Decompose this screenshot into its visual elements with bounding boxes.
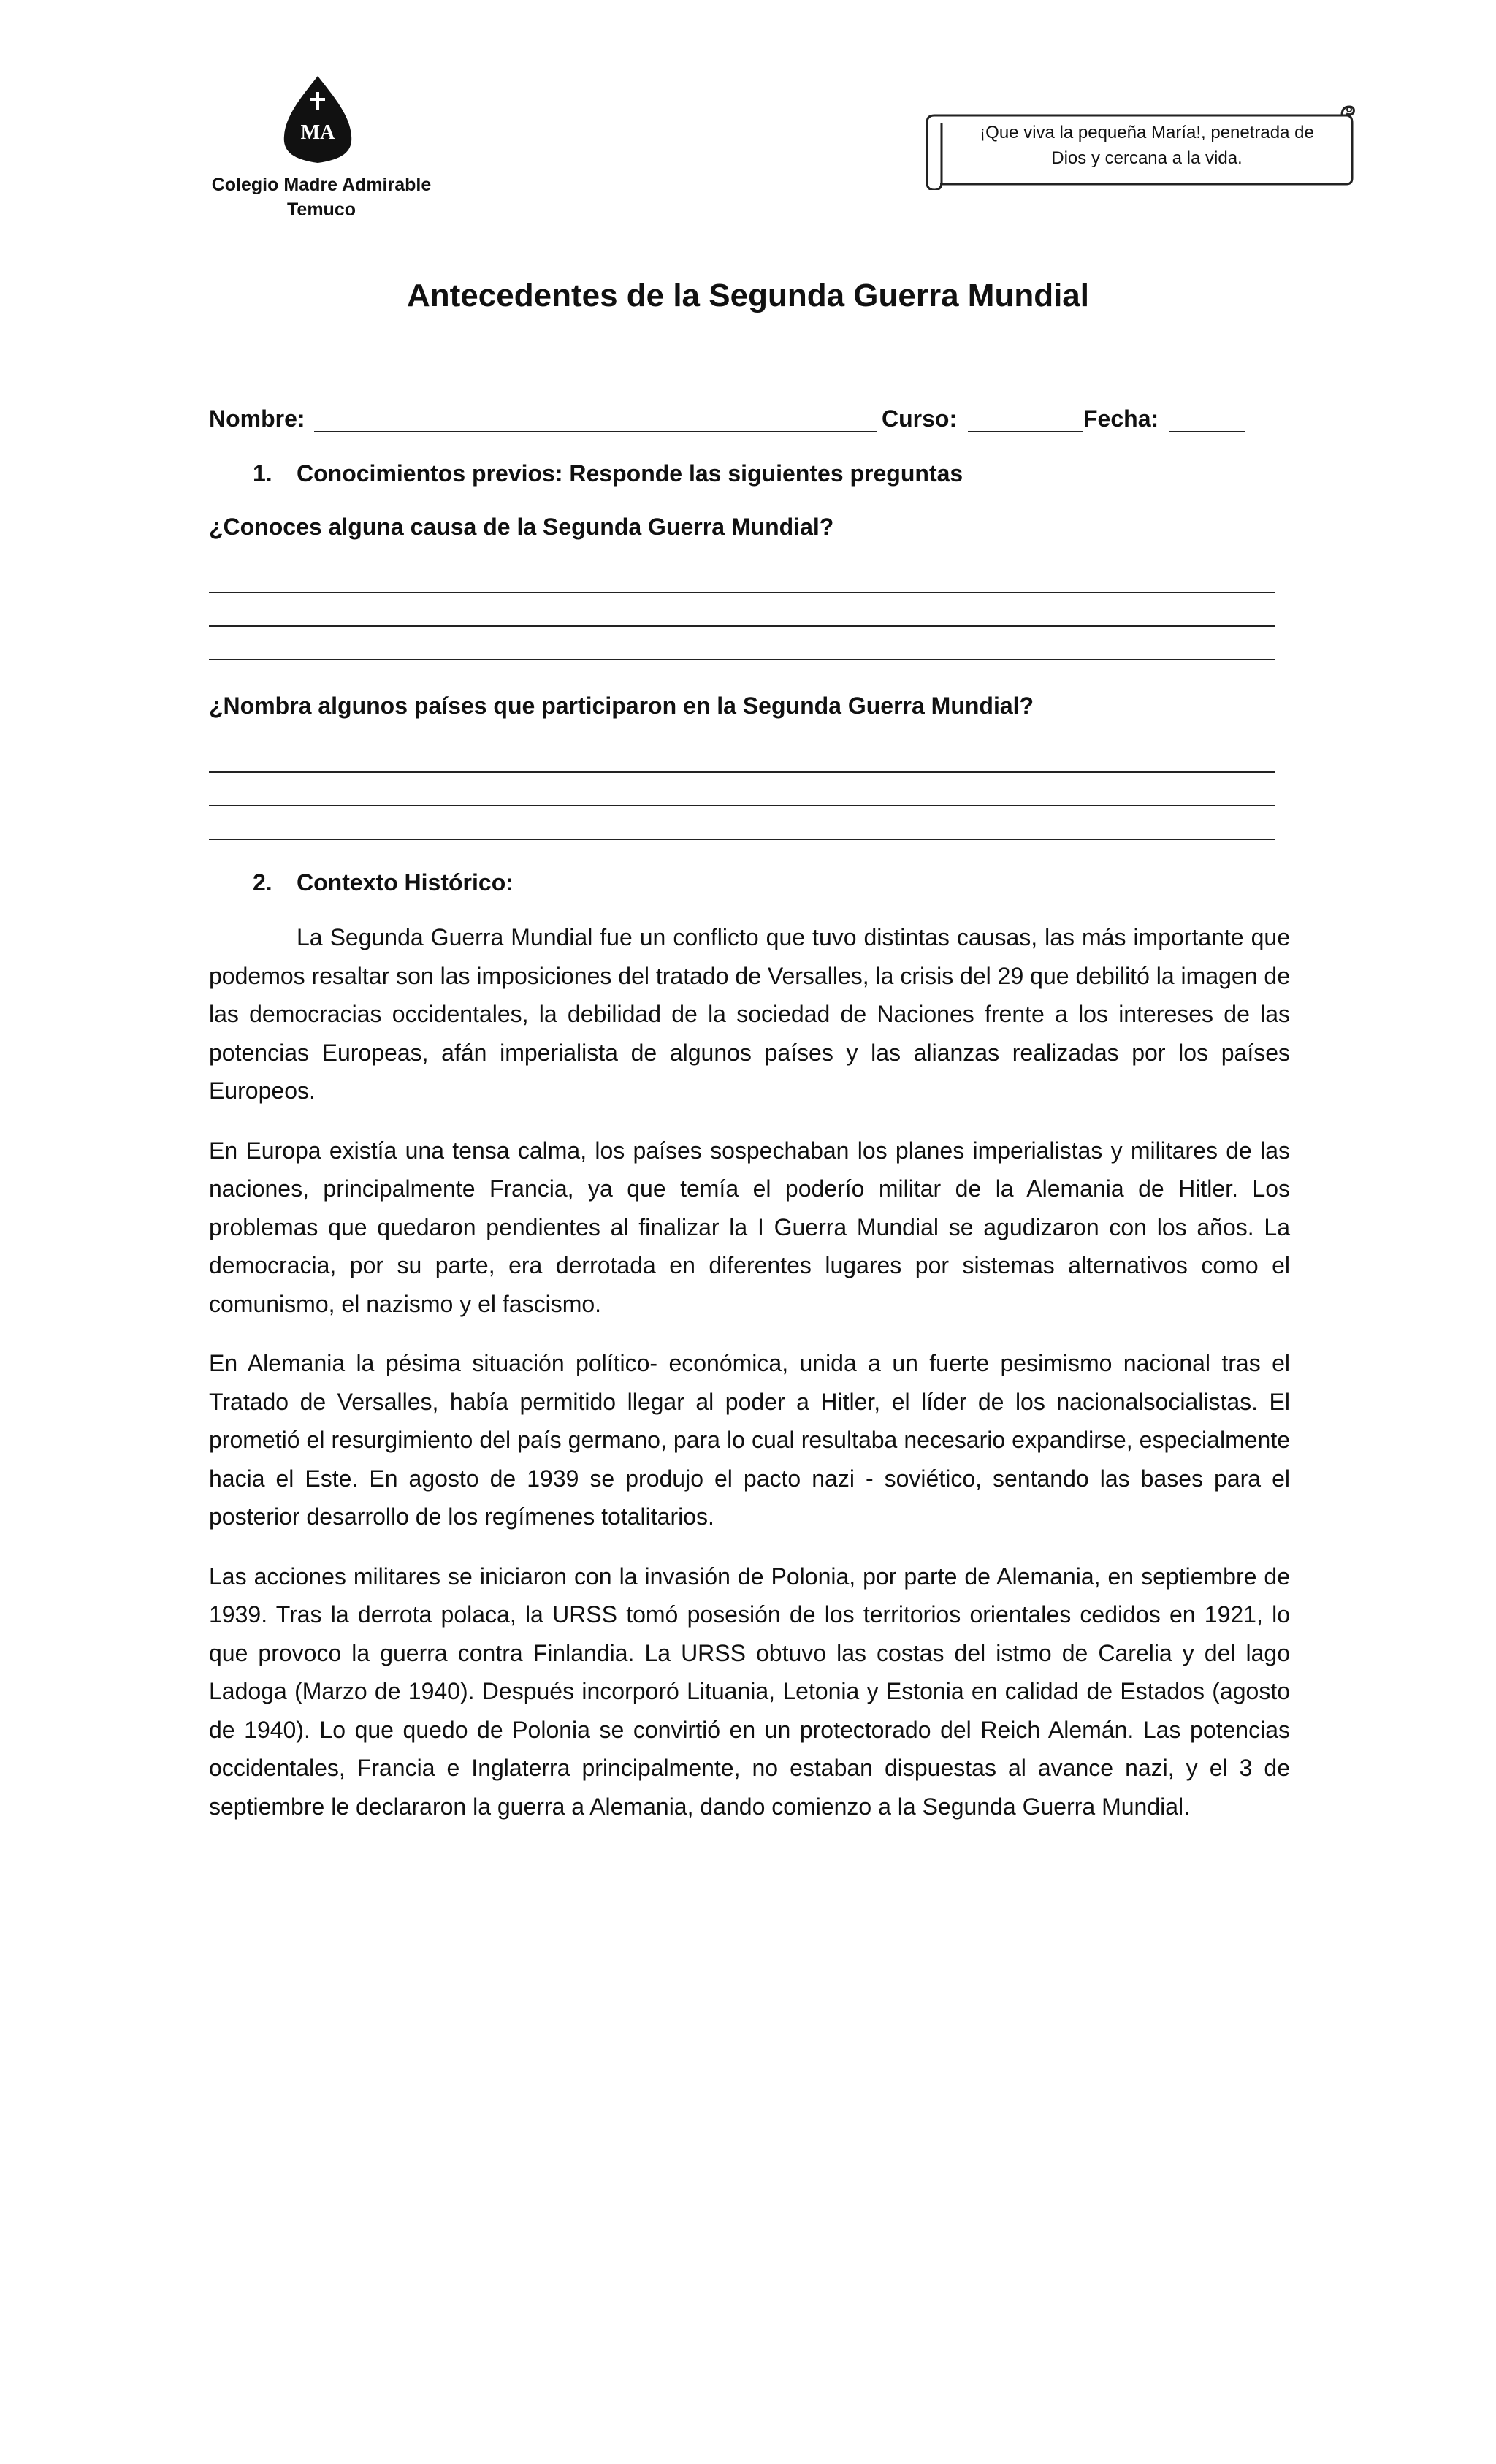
- question-1: ¿Conoces alguna causa de la Segunda Guerra Mundial?: [209, 514, 834, 540]
- school-name: [183, 172, 460, 222]
- motto-text: [950, 120, 1344, 171]
- section1-number: 1.: [253, 460, 272, 487]
- answer-1-line-3[interactable]: [209, 659, 1275, 660]
- answer-1-line-2[interactable]: [209, 625, 1275, 627]
- paragraph-1: La Segunda Guerra Mundial fue un conflicto que tuvo distintas causas, las más importante que podemos resaltar son las imposiciones del tratado de Versalles, la crisis del 29 que debilitó la imagen de las democracias occidentales, la debilidad de la sociedad de Naciones frente a los intereses de las potencias Europeas, afán imperialista de algunos países y las alianzas realizadas por los países Europeos.: [209, 924, 1290, 1104]
- question-2: ¿Nombra algunos países que participaron en la Segunda Guerra Mundial?: [209, 693, 1034, 719]
- course-label: Curso:: [882, 405, 958, 432]
- name-label: Nombre:: [209, 405, 305, 432]
- paragraph-3: En Alemania la pésima situación político- económica, unida a un fuerte pesimismo nacional tras el Tratado de Versalles, había permitido llegar al poder a Hitler, el líder de los nacionalsocialistas. El prometió el resurgimiento del país germano, para lo cual resultaba necesario expandirse, especialmente hacia el Este. En agosto de 1939 se produjo el pacto nazi - soviético, sentando las bases para el posterior desarrollo de los regímenes totalitarios.: [209, 1350, 1290, 1530]
- answer-2-line-3[interactable]: [209, 839, 1275, 840]
- motto-line2: Dios y cercana a la vida.: [1051, 148, 1243, 168]
- school-name-line2: Temuco: [287, 199, 356, 220]
- page-title: Antecedentes de la Segunda Guerra Mundial: [407, 278, 1089, 313]
- date-field[interactable]: [1169, 431, 1245, 432]
- answer-2-line-2[interactable]: [209, 805, 1275, 806]
- course-field[interactable]: [968, 431, 1083, 432]
- name-field[interactable]: [314, 431, 877, 432]
- section1-heading: Conocimientos previos: Responde las siguientes preguntas: [297, 460, 963, 487]
- school-logo: [281, 75, 354, 164]
- paragraph-2: En Europa existía una tensa calma, los países sospechaban los planes imperialistas y militares de las naciones, principalmente Francia, ya que temía el poderío militar de la Alemania de Hitler. Los problemas que quedaron pendientes al finalizar la I Guerra Mundial se agudizaron con los años. La democracia, por su parte, era derrotada en diferentes lugares por sistemas alternativos como el comunismo, el nazismo y el fascismo.: [209, 1137, 1290, 1317]
- answer-1-line-1[interactable]: [209, 592, 1275, 593]
- paragraph-4: Las acciones militares se iniciaron con la invasión de Polonia, por parte de Alemania, en septiembre de 1939. Tras la derrota polaca, la URSS tomó posesión de los territorios orientales cedidos en 1921, lo que provoco la guerra contra Finlandia. La URSS obtuvo las costas del istmo de Carelia y del lago Ladoga (Marzo de 1940). Después incorporó Lituania, Letonia y Estonia en calidad de Estados (agosto de 1940). Lo que quedo de Polonia se convirtió en un protectorado del Reich Alemán. Las potencias occidentales, Francia e Inglaterra principalmente, no estaban dispuestas al avance nazi, y el 3 de septiembre le declararon la guerra a Alemania, dando comienzo a la Segunda Guerra Mundial.: [209, 1563, 1290, 1820]
- answer-2-line-1[interactable]: [209, 771, 1275, 773]
- motto-line1: ¡Que viva la pequeña María!, penetrada de: [980, 123, 1314, 142]
- historical-context-text: [209, 918, 1290, 1847]
- logo-letters: MA: [300, 121, 335, 144]
- section2-number: 2.: [253, 869, 272, 896]
- school-name-line1: Colegio Madre Admirable: [211, 175, 432, 195]
- section2-heading: Contexto Histórico:: [297, 869, 514, 896]
- date-label: Fecha:: [1083, 405, 1159, 432]
